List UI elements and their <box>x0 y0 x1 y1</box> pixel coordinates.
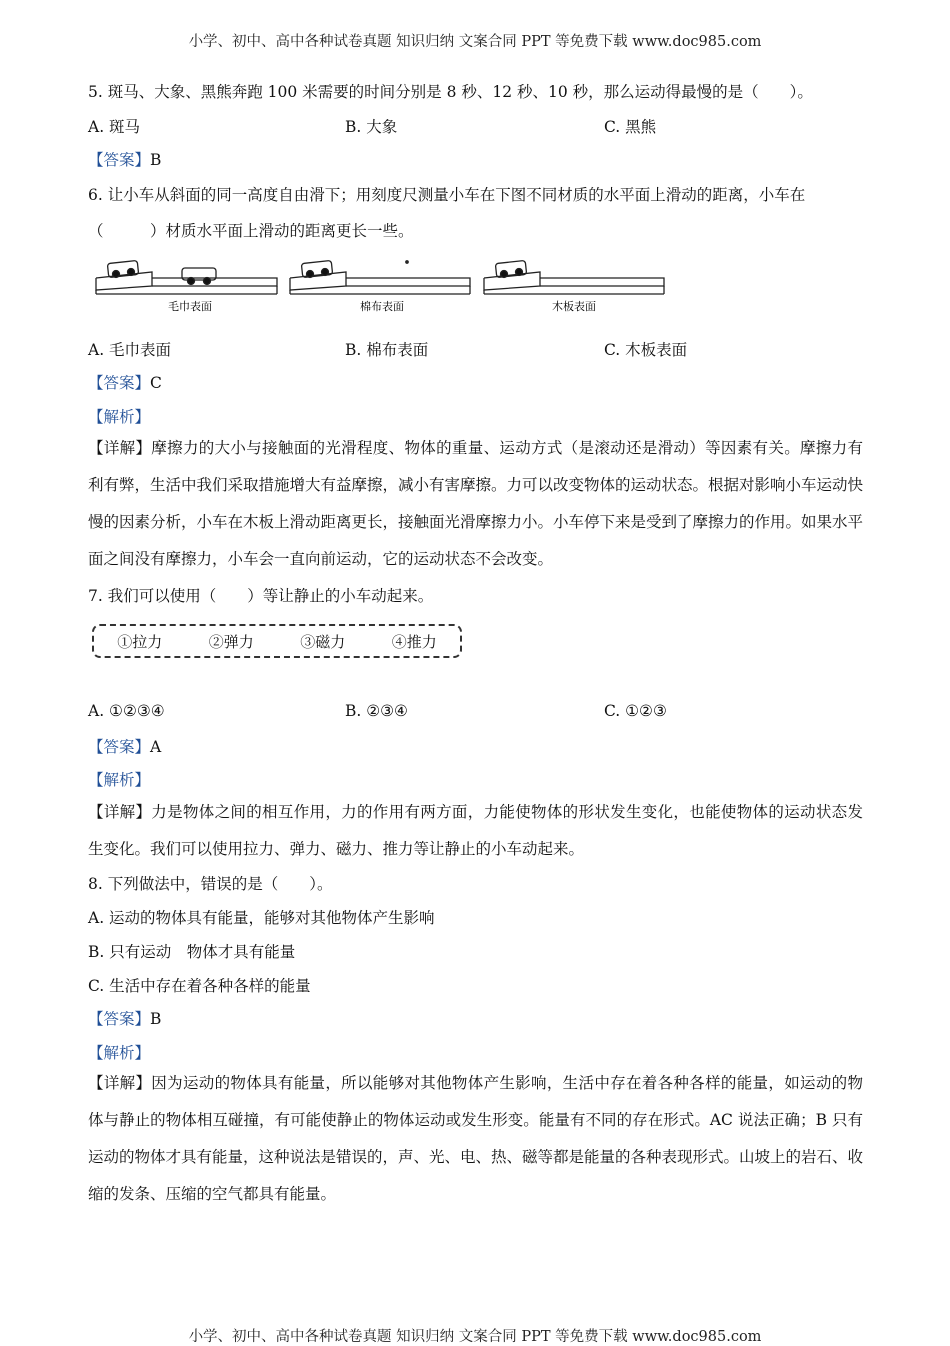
q8-option-c: C. 生活中存在着各种各样的能量 <box>88 977 311 995</box>
ramp-cotton <box>290 260 470 294</box>
analysis-tag: 【解析】 <box>88 408 151 426</box>
q8-detail-text: 因为运动的物体具有能量，所以能够对其他物体产生影响，生活中存在着各种各样的能量，如运动的物体与静止的物体相互碰撞，有可能使静止的物体运动或发生形变。能量有不同的存在形式。AC 说法正确；B 只有运动的物体才具有能量，这种说法是错误的，声、光、电、热、磁等都是能量的各种表现形式。山坡上的岩石、收缩的发条、压缩的空气都具有能量。 <box>88 1074 864 1203</box>
q8-analysis-tag <box>88 1041 150 1063</box>
q8-answer-value: B <box>150 1010 162 1028</box>
q5-option-b: B. 大象 <box>345 118 398 136</box>
fig-label-wood: 木板表面 <box>552 300 596 313</box>
force-push: ④推力 <box>391 632 437 651</box>
detail-tag: 【详解】 <box>88 439 152 457</box>
q5-option-a: A. 斑马 <box>88 118 141 136</box>
q6-analysis-tag <box>88 405 150 427</box>
q6-stem-line2: （ ）材质水平面上滑动的距离更长一些。 <box>88 222 414 240</box>
q7-option-b: B. ②③④ <box>345 702 408 720</box>
q6-ramp-figure <box>92 250 672 318</box>
q7-detail <box>88 794 863 868</box>
fig-label-cotton: 棉布表面 <box>360 300 404 313</box>
force-elastic: ②弹力 <box>208 632 254 651</box>
q8-option-a: A. 运动的物体具有能量，能够对其他物体产生影响 <box>88 909 435 927</box>
q5-option-c: C. 黑熊 <box>604 118 657 136</box>
q7-detail-text: 力是物体之间的相互作用，力的作用有两方面，力能使物体的形状发生变化，也能使物体的运动状态发生变化。我们可以使用拉力、弹力、磁力、推力等让静止的小车动起来。 <box>88 803 863 858</box>
q7-option-c: C. ①②③ <box>604 702 667 720</box>
force-magnetic: ③磁力 <box>300 632 346 651</box>
q7-answer-value: A <box>150 738 162 756</box>
q7-answer <box>88 735 161 757</box>
answer-tag: 【答案】 <box>88 738 151 756</box>
q6-option-c: C. 木板表面 <box>604 341 688 359</box>
answer-tag: 【答案】 <box>88 374 151 392</box>
detail-tag: 【详解】 <box>88 803 152 821</box>
page-header: 小学、初中、高中各种试卷真题 知识归纳 文案合同 PPT 等免费下载 www.doc985.com <box>188 34 762 50</box>
q7-analysis-tag <box>88 768 150 790</box>
q7-stem: 7. 我们可以使用（ ）等让静止的小车动起来。 <box>88 587 434 605</box>
detail-tag: 【详解】 <box>88 1074 152 1092</box>
q8-detail <box>88 1065 863 1213</box>
ramp-towel <box>96 260 277 294</box>
q6-detail-text: 摩擦力的大小与接触面的光滑程度、物体的重量、运动方式（是滚动还是滑动）等因素有关。摩擦力有利有弊，生活中我们采取措施增大有益摩擦，减小有害摩擦。力可以改变物体的运动状态。根据对影响小车运动快慢的因素分析，小车在木板上滑动距离更长，接触面光滑摩擦力小。小车停下来是受到了摩擦力的作用。如果水平面之间没有摩擦力，小车会一直向前运动，它的运动状态不会改变。 <box>88 439 864 568</box>
answer-tag: 【答案】 <box>88 151 151 169</box>
analysis-tag: 【解析】 <box>88 771 151 789</box>
q6-answer <box>88 371 162 393</box>
fig-label-towel: 毛巾表面 <box>168 300 212 313</box>
q5-answer <box>88 148 161 170</box>
force-pull: ①拉力 <box>117 632 163 651</box>
q6-answer-value: C <box>150 374 162 392</box>
q6-stem-line1: 6. 让小车从斜面的同一高度自由滑下；用刻度尺测量小车在下图不同材质的水平面上滑动的距离，小车在 <box>88 186 806 204</box>
answer-tag: 【答案】 <box>88 1010 151 1028</box>
q8-stem: 8. 下列做法中，错误的是（ ）。 <box>88 875 333 893</box>
q7-option-a: A. ①②③④ <box>88 702 165 720</box>
q7-force-box <box>92 624 462 658</box>
analysis-tag: 【解析】 <box>88 1044 151 1062</box>
ramp-wood <box>484 260 664 294</box>
q6-option-a: A. 毛巾表面 <box>88 341 172 359</box>
page-footer: 小学、初中、高中各种试卷真题 知识归纳 文案合同 PPT 等免费下载 www.doc985.com <box>188 1329 762 1345</box>
q5-stem: 5. 斑马、大象、黑熊奔跑 100 米需要的时间分别是 8 秒、12 秒、10 秒，那么运动得最慢的是（ ）。 <box>88 83 813 101</box>
q6-detail <box>88 430 863 578</box>
q8-answer <box>88 1007 161 1029</box>
q6-option-b: B. 棉布表面 <box>345 341 429 359</box>
q5-answer-value: B <box>150 151 162 169</box>
q8-option-b: B. 只有运动 物体才具有能量 <box>88 943 296 961</box>
